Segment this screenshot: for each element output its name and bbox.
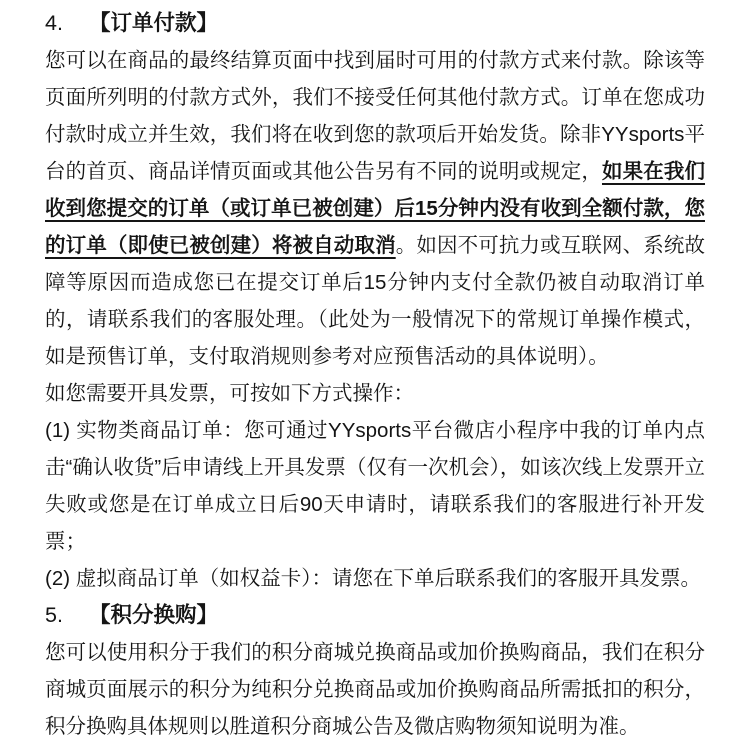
section-title: 【订单付款】 (89, 11, 219, 35)
section-heading (45, 5, 705, 42)
paragraph (45, 560, 705, 597)
text-run: 您可以在商品的最终结算页面中找到届时可用的付款方式来付款。除该等页面所列明的付款方式外，我们不接受任何其他付款方式。订单在您成功付款时成立并生效，我们将在收到您的款项后开始发货。除非YYsports平台的首页、商品详情页面或其他公告另有不同的说明或规定， (45, 49, 705, 183)
text-run: 您可以使用积分于我们的积分商城兑换商品或加价换购商品，我们在积分商城页面展示的积分为纯积分兑换商品或加价换购商品所需抵扣的积分，积分换购具体规则以胜道积分商城公告及微店购物须知说明为准。 (45, 641, 705, 738)
text-run: (2) 虚拟商品订单（如权益卡）：请您在下单后联系我们的客服开具发票。 (45, 567, 701, 590)
paragraph (45, 412, 705, 560)
paragraph (45, 634, 705, 745)
section-title: 【积分换购】 (89, 603, 219, 627)
text-run: 如您需要开具发票，可按如下方式操作： (45, 382, 414, 405)
text-run: 。如因不可抗力或互联网、系统故障等原因而造成您已在提交订单后15分钟内支付全款仍被自动取消订单的，请联系我们的客服处理。（此处为一般情况下的常规订单操作模式，如是预售订单，支付取消规则参考对应预售活动的具体说明）。 (45, 234, 706, 368)
section-number: 5. (45, 603, 63, 627)
section-heading (45, 597, 705, 634)
emphasized-clause: 如果在我们收到您提交的订单（或订单已被创建）后15分钟内没有收到全额付款，您的订单（即使已被创建）将被自动取消 (45, 160, 706, 257)
text-run: (1) 实物类商品订单：您可通过YYsports平台微店小程序中我的订单内点击“确认收货”后申请线上开具发票（仅有一次机会），如该次线上发票开立失败或您是在订单成立日后90天申请时，请联系我们的客服进行补开发票； (45, 419, 705, 553)
paragraph (45, 375, 705, 412)
section-number: 4. (45, 11, 63, 35)
paragraph (45, 42, 705, 375)
